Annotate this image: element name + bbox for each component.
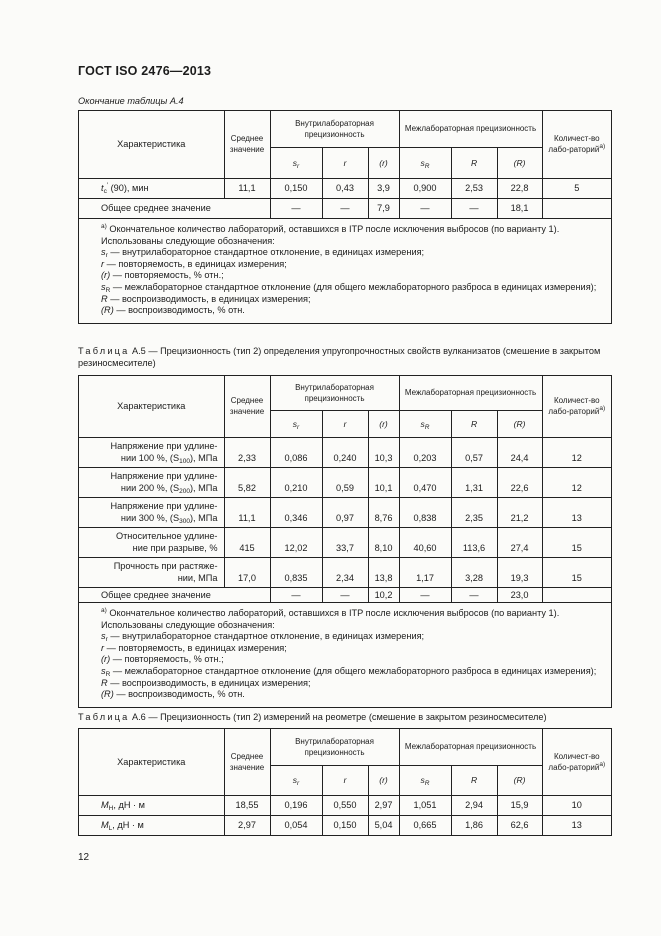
table-cell: 10,3 xyxy=(368,437,399,467)
row-label: $M_L$, дН · м xyxy=(79,815,224,835)
column-header-mean: Среднее значение xyxy=(224,376,270,437)
table-cell: 0,470 xyxy=(399,467,451,497)
column-header-between-lab: Межлабораторная прецизионность xyxy=(399,729,542,765)
table-cell xyxy=(542,587,611,602)
symbol-sr: $s_r$ xyxy=(270,765,322,795)
table-cell: 0,900 xyxy=(399,178,451,198)
note-R: R — воспроизводимость, в единицах измерения; xyxy=(101,293,311,304)
table-cell: 1,051 xyxy=(399,795,451,815)
symbol-sR: $s_R$ xyxy=(399,147,451,178)
table-cell: 0,240 xyxy=(322,437,368,467)
table-cell: 13 xyxy=(542,497,611,527)
table-row xyxy=(79,557,611,587)
table-a5-notes xyxy=(79,602,611,707)
table-cell: 8,10 xyxy=(368,527,399,557)
table-cell: 0,59 xyxy=(322,467,368,497)
column-header-within-lab: Внутрилабораторная прецизионность xyxy=(270,376,399,410)
table-cell: 2,34 xyxy=(322,557,368,587)
table-a4-notes xyxy=(79,218,611,323)
table-cell: 19,3 xyxy=(497,557,542,587)
table-cell: 0,97 xyxy=(322,497,368,527)
table-cell: — xyxy=(451,587,497,602)
note-legend-title: Использованы следующие обозначения: xyxy=(101,235,275,246)
table-cell: 3,28 xyxy=(451,557,497,587)
column-header-characteristic: Характеристика xyxy=(79,111,224,178)
table-cell: — xyxy=(399,198,451,218)
table-row xyxy=(79,437,611,467)
mean-row-label: Общее среднее значение xyxy=(79,587,270,602)
symbol-R-percent: (R) xyxy=(497,147,542,178)
symbol-sr: $s_r$ xyxy=(270,147,322,178)
row-label: Напряжение при удлине- нии 100 %, $(S_{100})$, МПа xyxy=(79,437,224,467)
note-r: r — повторяемость, в единицах измерения; xyxy=(101,642,287,653)
row-label: Напряжение при удлине- нии 200 %, $(S_{200})$, МПа xyxy=(79,467,224,497)
table-a5-caption: Таблица А.5 — Прецизионность (тип 2) определения упругопрочностных свойств вулканизатов (смешение в закрытом резиносмесителе) xyxy=(78,346,601,368)
table-cell: 5 xyxy=(542,178,611,198)
note-R-percent: (R) — воспроизводимость, % отн. xyxy=(101,689,245,700)
table-cell: 0,346 xyxy=(270,497,322,527)
table-cell: 0,665 xyxy=(399,815,451,835)
table-cell: 0,203 xyxy=(399,437,451,467)
document-header: ГОСТ ISO 2476—2013 xyxy=(78,64,212,78)
table-cell: 62,6 xyxy=(497,815,542,835)
symbol-R-percent: (R) xyxy=(497,765,542,795)
symbol-r-percent: (r) xyxy=(368,147,399,178)
table-a6 xyxy=(78,728,612,836)
symbol-sR: $s_R$ xyxy=(399,765,451,795)
table-cell: 33,7 xyxy=(322,527,368,557)
table-row xyxy=(79,497,611,527)
table-cell: 17,0 xyxy=(224,557,270,587)
note-sR: $s_R$ — межлабораторное стандартное отклонение (для общего межлабораторного разброса в единицах измерения); xyxy=(101,281,597,294)
table-cell: 0,57 xyxy=(451,437,497,467)
table-cell: 0,086 xyxy=(270,437,322,467)
table-cell: 11,1 xyxy=(224,497,270,527)
table-cell: — xyxy=(270,198,322,218)
table-row xyxy=(79,815,611,835)
table-cell: 18,1 xyxy=(497,198,542,218)
table-cell: 10,2 xyxy=(368,587,399,602)
row-label: $t_c'$ (90), мин xyxy=(79,178,224,198)
table-cell: 7,9 xyxy=(368,198,399,218)
row-label: Прочность при растяже- нии, МПа xyxy=(79,557,224,587)
table-row xyxy=(79,527,611,557)
table-cell: 22,8 xyxy=(497,178,542,198)
column-header-mean: Среднее значение xyxy=(224,111,270,178)
column-header-labs: Количест-во лабо-раторий$^{а)}$ xyxy=(542,729,611,795)
table-cell: 0,43 xyxy=(322,178,368,198)
table-cell: 1,31 xyxy=(451,467,497,497)
note-R-percent: (R) — воспроизводимость, % отн. xyxy=(101,305,245,316)
table-cell: 13,8 xyxy=(368,557,399,587)
table-cell: 15 xyxy=(542,557,611,587)
table-cell: 5,82 xyxy=(224,467,270,497)
note-sR: $s_R$ — межлабораторное стандартное отклонение (для общего межлабораторного разброса в единицах измерения); xyxy=(101,665,597,678)
table-cell: 3,9 xyxy=(368,178,399,198)
table-cell: 0,150 xyxy=(270,178,322,198)
table-cell: 21,2 xyxy=(497,497,542,527)
row-label: Напряжение при удлине- нии 300 %, $(S_{300})$, МПа xyxy=(79,497,224,527)
symbol-r: r xyxy=(322,765,368,795)
symbol-R: R xyxy=(451,765,497,795)
table-cell: 10,1 xyxy=(368,467,399,497)
table-cell: 415 xyxy=(224,527,270,557)
table-cell: 13 xyxy=(542,815,611,835)
table-cell: — xyxy=(270,587,322,602)
symbol-R-percent: (R) xyxy=(497,410,542,437)
note-r-percent: (r) — повторяемость, % отн.; xyxy=(101,270,224,281)
table-row xyxy=(79,198,611,218)
table-cell: 5,04 xyxy=(368,815,399,835)
table-cell: 12 xyxy=(542,467,611,497)
column-header-characteristic: Характеристика xyxy=(79,376,224,437)
table-cell: 11,1 xyxy=(224,178,270,198)
table-cell: 0,196 xyxy=(270,795,322,815)
note-R: R — воспроизводимость, в единицах измерения; xyxy=(101,677,311,688)
symbol-r: r xyxy=(322,147,368,178)
table-cell: 0,550 xyxy=(322,795,368,815)
table-a4-caption: Окончание таблицы А.4 xyxy=(78,96,184,106)
column-header-between-lab: Межлабораторная прецизионность xyxy=(399,111,542,147)
symbol-r-percent: (r) xyxy=(368,765,399,795)
table-a4 xyxy=(78,110,612,324)
table-cell: 15,9 xyxy=(497,795,542,815)
table-cell: 0,835 xyxy=(270,557,322,587)
row-label: $M_H$, дН · м xyxy=(79,795,224,815)
mean-row-label: Общее среднее значение xyxy=(79,198,270,218)
table-cell: 10 xyxy=(542,795,611,815)
table-cell: 2,94 xyxy=(451,795,497,815)
symbol-R: R xyxy=(451,410,497,437)
note-footnote: $^{а)}$ Окончательное количество лабораторий, оставшихся в ITP после исключения выбросов (по варианту 1). xyxy=(101,223,560,234)
table-cell: — xyxy=(322,587,368,602)
table-cell: — xyxy=(451,198,497,218)
table-cell: 2,53 xyxy=(451,178,497,198)
table-cell: 27,4 xyxy=(497,527,542,557)
page-number: 12 xyxy=(78,852,90,863)
table-cell: 0,150 xyxy=(322,815,368,835)
row-label: Относительное удлине- ние при разрыве, % xyxy=(79,527,224,557)
table-cell xyxy=(542,198,611,218)
column-header-within-lab: Внутрилабораторная прецизионность xyxy=(270,729,399,765)
table-row xyxy=(79,467,611,497)
table-cell: 2,97 xyxy=(224,815,270,835)
table-cell: — xyxy=(322,198,368,218)
table-row xyxy=(79,587,611,602)
table-cell: 12,02 xyxy=(270,527,322,557)
table-cell: 2,33 xyxy=(224,437,270,467)
symbol-sr: $s_r$ xyxy=(270,410,322,437)
table-cell: 2,35 xyxy=(451,497,497,527)
column-header-characteristic: Характеристика xyxy=(79,729,224,795)
table-cell: 12 xyxy=(542,437,611,467)
table-cell: 1,17 xyxy=(399,557,451,587)
note-sr: $s_r$ — внутрилабораторное стандартное отклонение, в единицах измерения; xyxy=(101,247,425,260)
table-a5 xyxy=(78,375,612,708)
table-cell: 0,054 xyxy=(270,815,322,835)
column-header-between-lab: Межлабораторная прецизионность xyxy=(399,376,542,410)
table-cell: 23,0 xyxy=(497,587,542,602)
column-header-mean: Среднее значение xyxy=(224,729,270,795)
column-header-within-lab: Внутрилабораторная прецизионность xyxy=(270,111,399,147)
table-cell: 15 xyxy=(542,527,611,557)
table-cell: 40,60 xyxy=(399,527,451,557)
table-cell: 2,97 xyxy=(368,795,399,815)
table-cell: 8,76 xyxy=(368,497,399,527)
note-legend-title: Использованы следующие обозначения: xyxy=(101,619,275,630)
table-cell: 1,86 xyxy=(451,815,497,835)
table-cell: 113,6 xyxy=(451,527,497,557)
table-a6-caption: Таблица А.6 — Прецизионность (тип 2) измерений на реометре (смешение в закрытом резиносмесителе) xyxy=(78,712,547,722)
table-cell: 18,55 xyxy=(224,795,270,815)
note-r: r — повторяемость, в единицах измерения; xyxy=(101,258,287,269)
table-row xyxy=(79,178,611,198)
table-cell: 22,6 xyxy=(497,467,542,497)
symbol-R: R xyxy=(451,147,497,178)
note-sr: $s_r$ — внутрилабораторное стандартное отклонение, в единицах измерения; xyxy=(101,631,425,644)
table-cell: 0,838 xyxy=(399,497,451,527)
symbol-r-percent: (r) xyxy=(368,410,399,437)
table-cell: — xyxy=(399,587,451,602)
column-header-labs: Количест-во лабо-раторий$^{а)}$ xyxy=(542,376,611,437)
column-header-labs: Количест-во лабо-раторий$^{а)}$ xyxy=(542,111,611,178)
table-row xyxy=(79,795,611,815)
symbol-r: r xyxy=(322,410,368,437)
table-cell: 0,210 xyxy=(270,467,322,497)
note-r-percent: (r) — повторяемость, % отн.; xyxy=(101,654,224,665)
table-cell: 24,4 xyxy=(497,437,542,467)
note-footnote: $^{а)}$ Окончательное количество лабораторий, оставшихся в ITP после исключения выбросов (по варианту 1). xyxy=(101,607,560,618)
symbol-sR: $s_R$ xyxy=(399,410,451,437)
